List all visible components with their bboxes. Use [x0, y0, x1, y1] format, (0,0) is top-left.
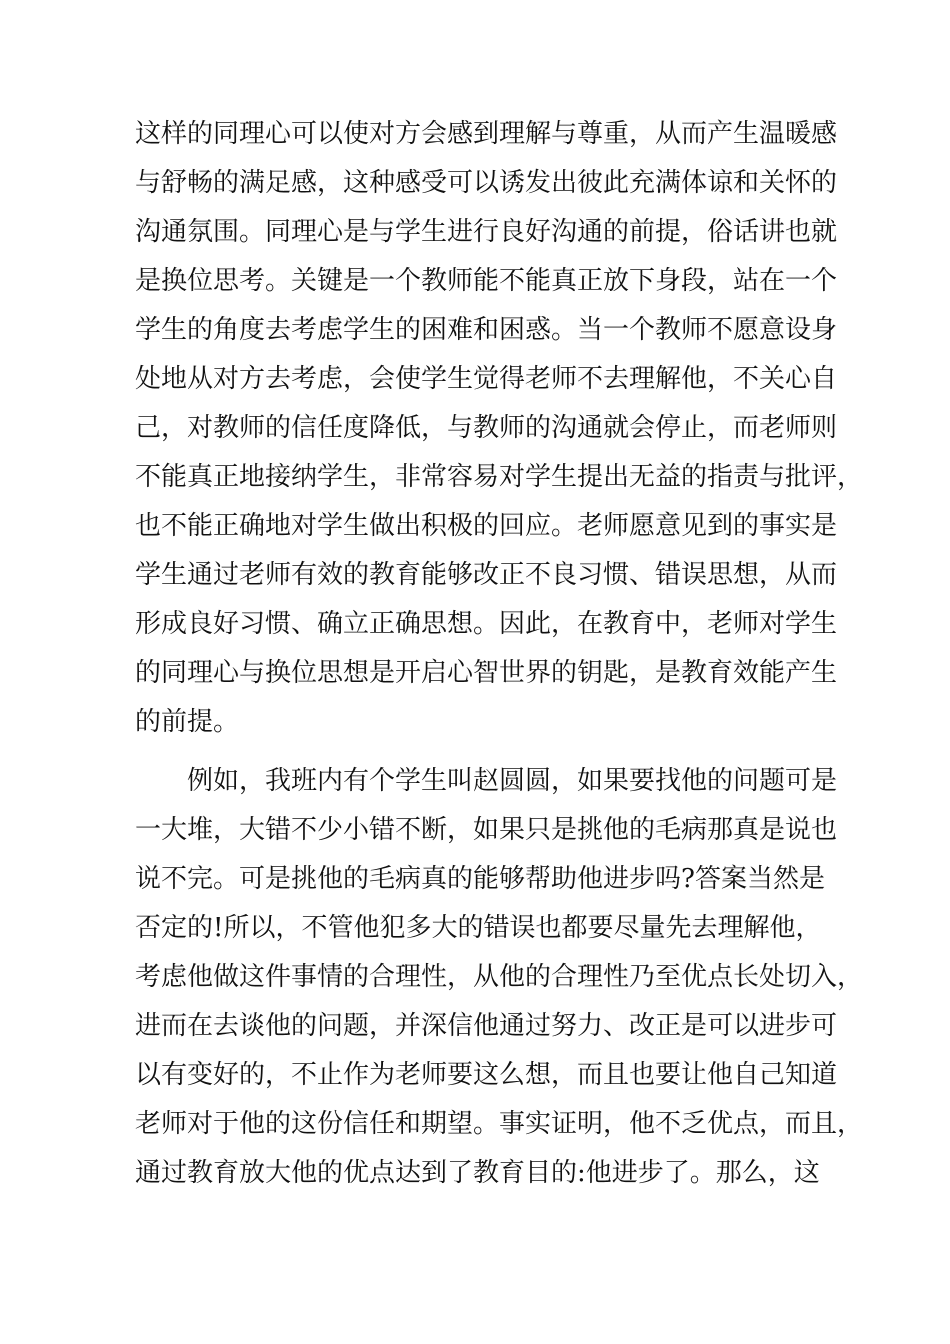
paragraph-line: 进而在去谈他的问题，并深信他通过努力、改正是可以进步可: [135, 1011, 838, 1041]
paragraph-line: 这样的同理心可以使对方会感到理解与尊重，从而产生温暖感: [135, 119, 838, 149]
paragraph-line: 说不完。可是挑他的毛病真的能够帮助他进步吗?答案当然是: [135, 864, 825, 894]
paragraph-1: [135, 110, 864, 747]
paragraph-line: 的前提。: [135, 707, 240, 737]
paragraph-line: 考虑他做这件事情的合理性，从他的合理性乃至优点长处切入，: [135, 962, 864, 992]
paragraph-line: 形成良好习惯、确立正确思想。因此，在教育中，老师对学生: [135, 609, 838, 639]
paragraph-line: 学生通过老师有效的教育能够改正不良习惯、错误思想，从而: [135, 560, 838, 590]
paragraph-line: 通过教育放大他的优点达到了教育目的:他进步了。那么，这: [135, 1158, 820, 1188]
paragraph-line: 己，对教师的信任度降低，与教师的沟通就会停止，而老师则: [135, 413, 838, 443]
paragraph-line: 也不能正确地对学生做出积极的回应。老师愿意见到的事实是: [135, 511, 838, 541]
paragraph-line: 一大堆，大错不少小错不断，如果只是挑他的毛病那真是说也: [135, 815, 838, 845]
paragraph-line: 老师对于他的这份信任和期望。事实证明，他不乏优点，而且，: [135, 1109, 864, 1139]
paragraph-line: 是换位思考。关键是一个教师能不能真正放下身段，站在一个: [135, 266, 838, 296]
paragraph-line: 学生的角度去考虑学生的困难和困惑。当一个教师不愿意设身: [135, 315, 838, 345]
paragraph-line: 例如，我班内有个学生叫赵圆圆，如果要找他的问题可是: [187, 766, 838, 796]
paragraph-line: 沟通氛围。同理心是与学生进行良好沟通的前提，俗话讲也就: [135, 217, 838, 247]
paragraph-2: [135, 757, 864, 1198]
paragraph-line: 不能真正地接纳学生，非常容易对学生提出无益的指责与批评，: [135, 462, 864, 492]
paragraph-line: 的同理心与换位思想是开启心智世界的钥匙，是教育效能产生: [135, 658, 838, 688]
paragraph-line: 处地从对方去考虑，会使学生觉得老师不去理解他，不关心自: [135, 364, 838, 394]
paragraph-line: 与舒畅的满足感，这种感受可以诱发出彼此充满体谅和关怀的: [135, 168, 838, 198]
paragraph-line: 以有变好的，不止作为老师要这么想，而且也要让他自己知道: [135, 1060, 838, 1090]
paragraph-line: 否定的!所以，不管他犯多大的错误也都要尽量先去理解他，: [135, 913, 822, 943]
